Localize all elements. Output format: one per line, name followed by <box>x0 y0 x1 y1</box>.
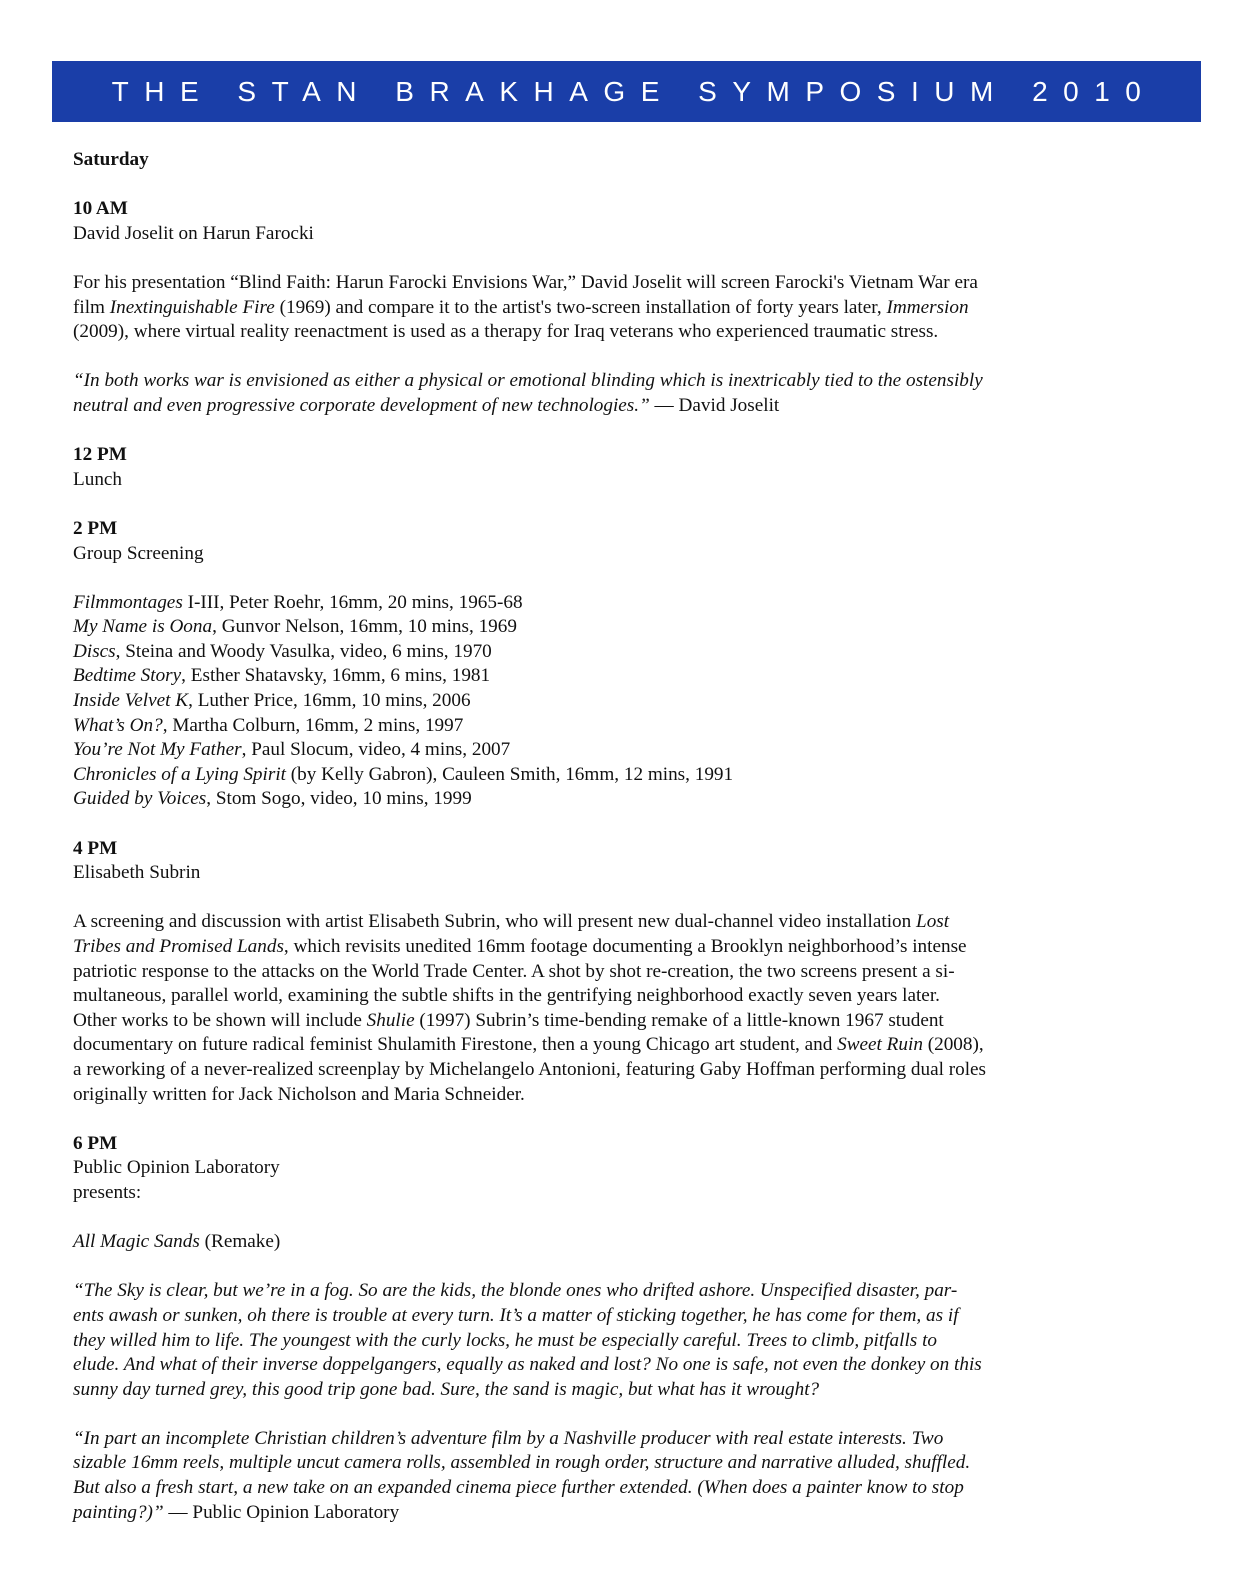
quote-line: painting?)” — Public Opinion Laboratory <box>73 1501 400 1523</box>
quote-line: “The Sky is clear, but we’re in a fog. So are the kids, the blonde ones who drifted ashore. Unspecified disaster, par- <box>73 1280 958 1302</box>
paragraph-line: (2009), where virtual reality reenactment is used as a therapy for Iraq veterans who experienced traumatic stress. <box>73 321 939 343</box>
list-item: Inside Velvet K, Luther Price, 16mm, 10 mins, 2006 <box>73 690 471 712</box>
session-time: 10 AM <box>73 198 128 220</box>
session-6pm <box>73 1132 1198 1526</box>
film-title: Immersion <box>886 296 969 318</box>
day-heading: Saturday <box>73 149 149 170</box>
session-10am <box>73 197 1198 418</box>
quote-line: elude. And what of their inverse doppelgangers, equally as naked and lost? No one is safe, not even the donkey on this <box>73 1354 982 1376</box>
list-item: Bedtime Story, Esther Shatavsky, 16mm, 6 mins, 1981 <box>73 665 491 687</box>
session-4pm <box>73 837 1198 1108</box>
session-time: 6 PM <box>73 1132 118 1154</box>
paragraph-line: Tribes and Promised Lands, which revisits unedited 16mm footage documenting a Brooklyn neighborhood’s intense <box>73 936 967 957</box>
paragraph-line: a reworking of a never-realized screenplay by Michelangelo Antonioni, featuring Gaby Hoffman performing dual roles <box>73 1058 987 1080</box>
list-item: What’s On?, Martha Colburn, 16mm, 2 mins, 1997 <box>73 714 464 736</box>
session-title: Public Opinion Laboratory <box>73 1157 280 1179</box>
quote-attribution: — Public Opinion Laboratory <box>163 1501 400 1523</box>
list-item: Discs, Steina and Woody Vasulka, video, 6 mins, 1970 <box>73 640 492 662</box>
quote-line: ents awash or sunken, oh there is trouble at every turn. It’s a matter of sticking together, he has come for them, as if <box>73 1304 959 1326</box>
work-title: All Magic Sands (Remake) <box>73 1231 281 1253</box>
paragraph-line: A screening and discussion with artist Elisabeth Subrin, who will present new dual-channel video installation Lost <box>73 911 950 933</box>
quote-attribution: — David Joselit <box>649 394 780 416</box>
quote-line: sunny day turned grey, this good trip gone bad. Sure, the sand is magic, but what has it wrought? <box>73 1378 820 1400</box>
session-time: 2 PM <box>73 517 118 539</box>
session-title: Elisabeth Subrin <box>73 862 201 884</box>
paragraph-line: originally written for Jack Nicholson and Maria Schneider. <box>73 1083 525 1105</box>
session-2pm <box>73 517 1198 812</box>
quote-line: they willed him to life. The youngest with the curly locks, he must be especially careful. Trees to climb, pitfalls to <box>73 1329 937 1351</box>
list-item: My Name is Oona, Gunvor Nelson, 16mm, 10 mins, 1969 <box>73 616 517 638</box>
session-title: Group Screening <box>73 542 204 564</box>
paragraph-line: film Inextinguishable Fire (1969) and compare it to the artist's two-screen installation of forty years later, Immersion <box>73 296 969 318</box>
quote-line: neutral and even progressive corporate development of new technologies.” — David Joselit <box>73 394 780 416</box>
paragraph-line: Other works to be shown will include Shulie (1997) Subrin’s time-bending remake of a little-known 1967 student <box>73 1009 944 1031</box>
session-12pm <box>73 443 1198 492</box>
paragraph-line: For his presentation “Blind Faith: Harun Farocki Envisions War,” David Joselit will screen Farocki's Vietnam War era <box>73 271 978 293</box>
quote-line: But also a fresh start, a new take on an expanded cinema piece further extended. (When does a painter know to stop <box>73 1477 964 1499</box>
list-item: Guided by Voices, Stom Sogo, video, 10 mins, 1999 <box>73 788 472 810</box>
paragraph-line: multaneous, parallel world, examining the subtle shifts in the gentrifying neighborhood exactly seven years later. <box>73 985 940 1007</box>
session-title: David Joselit on Harun Farocki <box>73 222 314 244</box>
header-banner <box>52 61 1201 122</box>
quote-line: “In both works war is envisioned as either a physical or emotional blinding which is inextricably tied to the ostensibly <box>73 370 983 392</box>
session-title: Lunch <box>73 468 123 490</box>
list-item: Filmmontages I-III, Peter Roehr, 16mm, 20 mins, 1965-68 <box>73 591 523 613</box>
quote-line: sizable 16mm reels, multiple uncut camera rolls, assembled in rough order, structure and narrative alluded, shuffled. <box>73 1452 971 1474</box>
list-item: You’re Not My Father, Paul Slocum, video, 4 mins, 2007 <box>73 739 511 761</box>
paragraph-line: patriotic response to the attacks on the World Trade Center. A shot by shot re-creation, the two screens present a si- <box>73 960 955 982</box>
session-time: 4 PM <box>73 837 118 859</box>
paragraph-line: documentary on future radical feminist Shulamith Firestone, then a young Chicago art student, and Sweet Ruin (2008), <box>73 1034 984 1056</box>
session-subtitle: presents: <box>73 1181 142 1203</box>
session-time: 12 PM <box>73 444 127 466</box>
quote-line: “In part an incomplete Christian children’s adventure film by a Nashville producer with real estate interests. Two <box>73 1427 944 1449</box>
page-title: THE STAN BRAKHAGE SYMPOSIUM 2010 <box>111 75 1157 107</box>
list-item: Chronicles of a Lying Spirit (by Kelly Gabron), Cauleen Smith, 16mm, 12 mins, 1991 <box>73 763 734 785</box>
film-list <box>73 591 1198 812</box>
document-body <box>73 148 1198 1525</box>
film-title: Inextinguishable Fire <box>109 296 275 318</box>
